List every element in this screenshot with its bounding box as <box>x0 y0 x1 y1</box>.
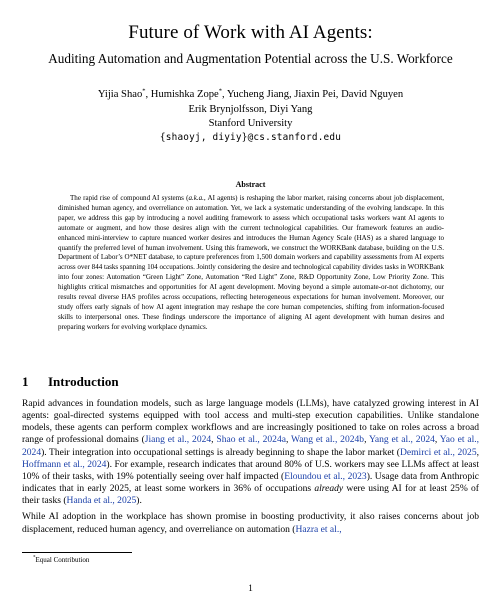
page-number: 1 <box>248 584 253 594</box>
author-list: Yijia Shao*, Humishka Zope*, Yucheng Jiang, Jiaxin Pei, David Nguyen <box>97 87 404 100</box>
equal-contribution-mark: * <box>218 87 223 95</box>
paper-title: Future of Work with AI Agents: <box>128 22 373 43</box>
citation-link[interactable]: Hoffmann et al., 2024 <box>22 458 107 470</box>
section-number: 1 <box>22 374 29 389</box>
author-name: David Nguyen <box>341 89 404 100</box>
paragraph-text: , <box>364 434 369 446</box>
citation-link[interactable]: Wang et al., 2024b <box>291 434 365 446</box>
paragraph <box>22 511 479 535</box>
citation-link[interactable]: Hazra et al., <box>295 523 342 535</box>
abstract-emphasis: a.k.a. <box>188 194 204 202</box>
affiliation: Stanford University <box>208 118 293 129</box>
introduction-body <box>22 398 479 536</box>
author-name: Yucheng Jiang <box>226 89 289 100</box>
paragraph-text: , <box>285 434 292 446</box>
citation-link[interactable]: Demirci et al., 2025 <box>399 446 477 458</box>
paragraph-text: , <box>211 434 217 446</box>
author-list-second-line: Erik Brynjolfsson, Diyi Yang <box>188 103 313 115</box>
paragraph-text: ). Usage data from Anthropic indicates that in early 2025, at least some workers in 36% of occupations <box>22 470 479 495</box>
paper-subtitle: Auditing Automation and Augmentation Potential across the U.S. Workforce <box>48 51 453 66</box>
paragraph-text: , <box>476 446 479 458</box>
paragraph-text: ). <box>136 495 142 507</box>
section-heading <box>22 374 119 390</box>
footnote-mark: * <box>33 555 36 561</box>
abstract-text: The rapid rise of compound AI systems ( <box>70 194 189 202</box>
paragraph-emphasis: already <box>314 483 344 495</box>
paragraph-text: While AI adoption in the workplace has shown promise in boosting productivity, it also raises concerns about job displacement, reduced human agency, and overreliance on automation ( <box>22 511 479 535</box>
citation-link[interactable]: Jiang et al., 2024 <box>144 434 212 446</box>
footnote-text: Equal Contribution <box>35 556 90 564</box>
section-title: Introduction <box>48 374 119 389</box>
author-name: Jiaxin Pei <box>294 89 336 100</box>
author-email: {shaoyj, diyiy}@cs.stanford.edu <box>159 132 342 143</box>
abstract-text: , AI agents) is reshaping the labor market, raising concerns about job displacement, diminished human agency, and overreliance on automation. Yet, we lack a systematic understanding of the evolving landscape. In this paper, we address this gap by introducing a novel auditing framework to assess which occupational tasks workers want AI agents to automate or augment, and how those desires align with the current technological capabilities. Our framework features an audio-enhanced mini-interview to capture nuanced worker desires and introduces the Human Agency Scale (HAS) as a shared language to quantify the preferred level of human involvement. Using this framework, we construct the WORKBank database, building on the U.S. Department of Labor’s O*NET database, to capture preferences from 1,500 domain workers and capability assessments from AI experts across over 844 tasks spanning 104 occupations. Jointly considering the desire and technological capability divides tasks in WORKBank into four zones: Automation “Green Light” Zone, Automation “Red Light” Zone, R&D Opportunity Zone, Low Priority Zone. This highlights critical mismatches and opportunities for AI agent development. Moving beyond a simple automate-or-not dichotomy, our results reveal diverse HAS profiles across occupations, reflecting heterogeneous expectations for human involvement. Moreover, our study offers early signals of how AI agent integration may reshape the core human competencies, shifting from information-focused skills to interpersonal ones. These findings underscore the importance of aligning AI agent development with human desires and preparing workers for evolving workplace dynamics. <box>58 194 444 331</box>
abstract-heading: Abstract <box>235 180 266 189</box>
citation-link[interactable]: Yao et al., 2024 <box>22 434 479 458</box>
paragraph-text: Rapid advances in foundation models, such as large language models (LLMs), have catalyzed growing interest in AI agents: goal-directed systems equipped with tool access and multi-step execution capabilities. Unlike standalone models, these agents can perform complex workflows and are increasingly positioned to take on roles across a broad range of professional domains ( <box>22 398 479 446</box>
abstract-text <box>58 194 444 333</box>
citation-link[interactable]: Yang et al., 2024 <box>368 434 435 446</box>
paragraph-text: , <box>434 434 440 446</box>
author-block <box>0 88 501 132</box>
author-name: Humishka Zope <box>150 89 219 100</box>
paragraph-text: were using AI for at least 25% of their tasks ( <box>22 483 479 507</box>
citation-link[interactable]: Handa et al., 2025 <box>66 495 137 507</box>
paragraph-text: ). For example, research indicates that around 80% of U.S. workers may see LLMs affect at least 10% of their tasks, with 19% potentially seeing over half impacted ( <box>22 458 480 482</box>
footnote-divider <box>22 552 132 553</box>
paragraph <box>22 398 479 507</box>
author-name: Yijia Shao <box>97 89 143 100</box>
citation-link[interactable]: Shao et al., 2024a <box>216 434 286 446</box>
citation-link[interactable]: Eloundou et al., 2023 <box>284 470 367 482</box>
paragraph-text: ). Their integration into occupational settings is already beginning to shape the labor market ( <box>41 446 400 458</box>
footnote <box>33 556 89 564</box>
equal-contribution-mark: * <box>142 87 146 95</box>
